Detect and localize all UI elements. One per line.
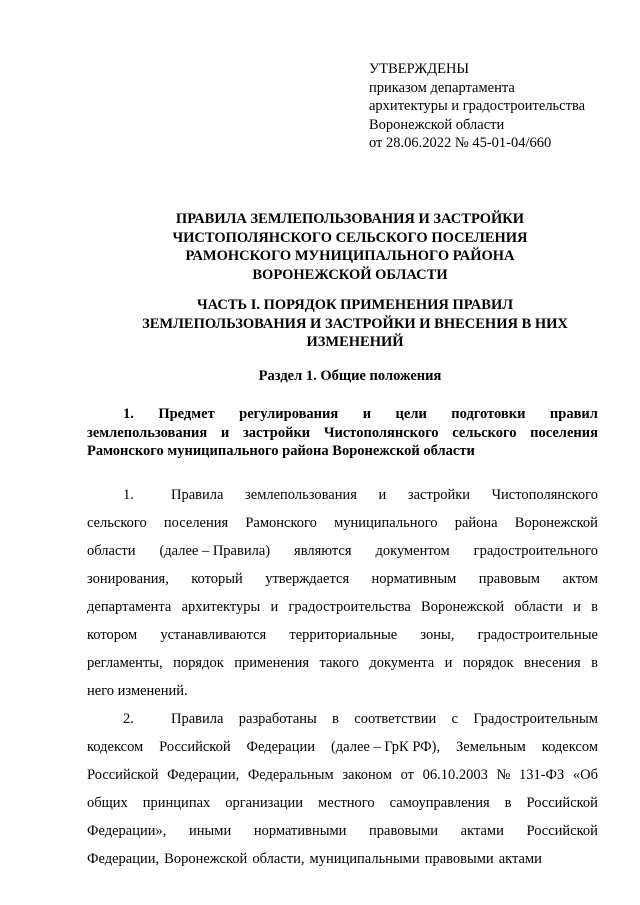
word: правовыми (369, 823, 439, 839)
word: поселения (530, 424, 598, 441)
title-line: ПРАВИЛА ЗЕМЛЕПОЛЬЗОВАНИЯ И ЗАСТРОЙКИ (175, 211, 525, 227)
word: с (451, 711, 458, 727)
part-heading-line: ЧАСТЬ I. ПОРЯДОК ПРИМЕНЕНИЯ ПРАВИЛ (196, 297, 514, 313)
paragraph-line (87, 593, 598, 621)
word: который (191, 571, 243, 587)
word: него изменений. (87, 683, 188, 699)
word: Российской (87, 767, 159, 783)
word: департамента (87, 599, 172, 615)
word: Воронежской (514, 515, 598, 531)
word: иными (189, 823, 232, 839)
word: области (87, 543, 136, 559)
word: разработаны (238, 711, 317, 727)
word: зонирования, (87, 571, 169, 587)
line-start (123, 705, 223, 733)
word: Воронежской (421, 599, 505, 615)
word: местного (318, 795, 375, 811)
word: застройки (242, 424, 311, 441)
word: самоуправления (389, 795, 490, 811)
word: в (504, 795, 512, 811)
word: области (514, 599, 563, 615)
word: района (454, 515, 498, 531)
word: 1. (123, 406, 134, 422)
word: общих (87, 795, 128, 811)
line-start (123, 481, 223, 509)
document-title (90, 210, 610, 284)
word: Российской (526, 795, 598, 811)
word: актами (498, 851, 542, 867)
word: и (220, 424, 230, 441)
word: архитектуры (181, 599, 261, 615)
word: землепользования (245, 487, 357, 503)
word: территориальные (289, 627, 398, 643)
title-line: ЧИСТОПОЛЯНСКОГО СЕЛЬСКОГО ПОСЕЛЕНИЯ (172, 229, 528, 246)
word: правил (549, 406, 598, 422)
word: порядок (173, 655, 224, 671)
word: градостроительного (473, 543, 598, 559)
word: муниципального (334, 515, 438, 531)
word: правовым (478, 571, 540, 587)
part-heading-line: ИЗМЕНЕНИЙ (306, 334, 404, 351)
paragraph-line (87, 649, 598, 677)
paragraph-line (87, 677, 598, 705)
word: цели (395, 406, 427, 422)
word: Федерации, (87, 851, 160, 867)
paragraph-line (87, 509, 598, 537)
word: Российской (526, 823, 598, 839)
word: от (400, 767, 414, 783)
article-heading (87, 405, 598, 461)
word: градостроительные (477, 627, 598, 643)
word: Правила (171, 711, 224, 727)
approval-line: Воронежской области (369, 116, 505, 133)
paragraph-line (87, 845, 598, 873)
paragraph-line (87, 817, 598, 845)
word: области, (252, 851, 305, 867)
word: Воронежской (164, 851, 248, 867)
word: Федеральным (247, 767, 334, 783)
word: утверждается (265, 571, 350, 587)
word: «Об (572, 767, 598, 783)
word: землепользования (87, 424, 208, 441)
word: Российской (159, 739, 231, 755)
word: сельского (452, 424, 517, 441)
word: Земельным (456, 739, 526, 755)
paragraph-line (87, 789, 598, 817)
paragraph-line (87, 565, 598, 593)
word: Федерации, (167, 767, 240, 783)
word: зоны, (420, 627, 455, 643)
word: котором (87, 627, 138, 643)
word: и (573, 599, 581, 615)
title-line: ВОРОНЕЖСКОЙ ОБЛАСТИ (252, 266, 448, 283)
word: муниципальными (309, 851, 420, 867)
word: Федерации», (87, 823, 167, 839)
approval-date-number: от 28.06.2022 № 45-01-04/660 (369, 135, 552, 152)
title-line: РАМОНСКОГО МУНИЦИПАЛЬНОГО РАЙОНА (185, 248, 515, 265)
word: принципах (142, 795, 211, 811)
word: Правила (171, 487, 224, 503)
word: такого (319, 655, 359, 671)
word: Федерации (246, 739, 316, 755)
word: организации (225, 795, 304, 811)
word: нормативным (371, 571, 457, 587)
approval-stamp (369, 60, 619, 153)
word: устанавливаются (160, 627, 267, 643)
word: (далее – Правила) (159, 543, 271, 559)
paragraph-number: 2. (123, 711, 134, 727)
word: Предмет (158, 406, 215, 422)
word: регламенты, (87, 655, 163, 671)
approval-line: приказом департамента (369, 79, 515, 96)
word: актом (562, 571, 598, 587)
word: применения (234, 655, 309, 671)
word: сельского (87, 515, 147, 531)
part-heading-line: ЗЕМЛЕПОЛЬЗОВАНИЯ И ЗАСТРОЙКИ И ВНЕСЕНИЯ В НИХ (142, 315, 568, 332)
word: застройки (407, 487, 471, 503)
word: являются (294, 543, 352, 559)
word: правовыми (424, 851, 494, 867)
word: документом (375, 543, 450, 559)
word: внесения (524, 655, 581, 671)
paragraph-1 (87, 481, 598, 705)
word: Чистополянского (491, 487, 598, 503)
part-heading (95, 296, 615, 352)
paragraph-line (87, 733, 598, 761)
paragraph-line (87, 705, 598, 733)
word: кодексом (87, 739, 144, 755)
word: 131-ФЗ (518, 767, 565, 783)
word: нормативными (253, 823, 347, 839)
word: Рамонского (245, 515, 317, 531)
word: Градостроительным (473, 711, 598, 727)
word: в (591, 599, 598, 615)
paragraph-2 (87, 705, 598, 873)
paragraph-line (87, 537, 598, 565)
word: подготовки (451, 406, 526, 422)
word: Рамонского муниципального района Воронежской области (87, 443, 475, 460)
paragraph-line (87, 481, 598, 509)
paragraph-line (87, 761, 598, 789)
word: Чистополянского (323, 424, 439, 441)
paragraph-number: 1. (123, 487, 134, 503)
word: поселения (163, 515, 229, 531)
word: 06.10.2003 (422, 767, 488, 783)
word: (далее – ГрК РФ), (330, 739, 441, 755)
word: и (270, 599, 279, 615)
word: актами (460, 823, 504, 839)
word: и (362, 406, 372, 422)
word: кодексом (541, 739, 598, 755)
word: градостроительства (288, 599, 411, 615)
word: документа (369, 655, 435, 671)
word: соответствии (354, 711, 437, 727)
word: в (591, 655, 598, 671)
word: и (378, 487, 387, 503)
approval-line: архитектуры и градостроительства (369, 98, 586, 115)
article-heading-line (87, 442, 598, 461)
paragraph-line (87, 621, 598, 649)
approval-heading: УТВЕРЖДЕНЫ (369, 61, 470, 77)
word: регулирования (239, 406, 339, 422)
word: в (332, 711, 339, 727)
article-heading-line (87, 424, 598, 443)
section-heading: Раздел 1. Общие положения (258, 368, 442, 384)
word: и (444, 655, 453, 671)
article-heading-line (87, 405, 598, 424)
word: порядок (462, 655, 514, 671)
word: № (496, 767, 511, 783)
word: законом (342, 767, 392, 783)
